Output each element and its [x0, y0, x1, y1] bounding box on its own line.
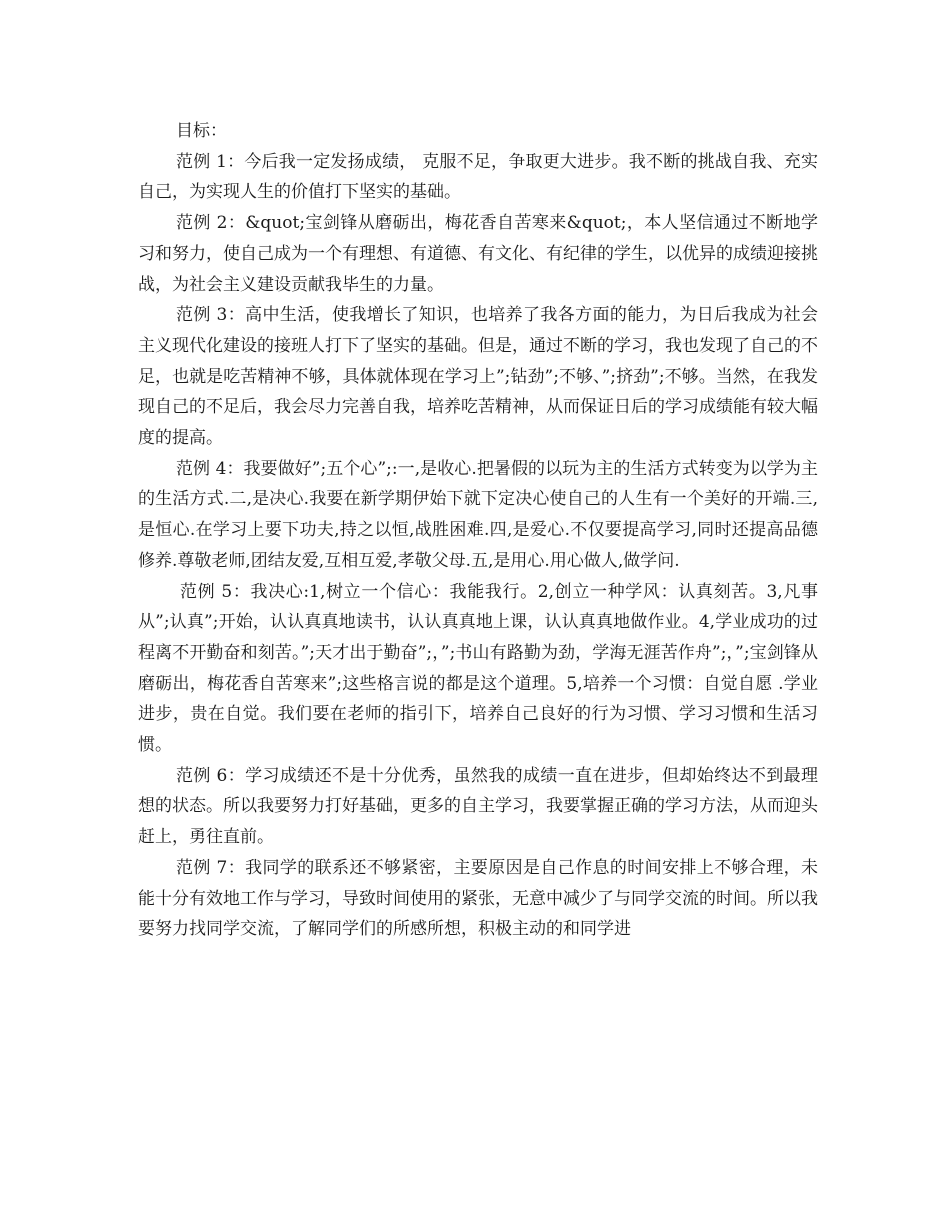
paragraph-example-5: 范例 5：我决心:1,树立一个信心：我能我行。2,创立一种学风：认真刻苦。3,凡事从”;认真”;开始，认认真真地读书，认认真真地上课，认认真真地做作业。4,学业成功的过程离不开勤奋和刻苦。”;天才出于勤奋”;，”;书山有路勤为劲，学海无涯苦作舟”;，”;宝剑锋从磨砺出，梅花香自苦寒来”;这些格言说的都是这个道理。5,培养一个习惯：自觉自愿 .学业进步，贵在自觉。我们要在老师的指引下，培养自己良好的行为习惯、学习习惯和生活习惯。: [138, 581, 818, 756]
section-heading: 目标：: [176, 121, 227, 141]
paragraph-example-3: 范例 3：高中生活，使我增长了知识，也培养了我各方面的能力，为日后我成为社会主义现代化建设的接班人打下了坚实的基础。但是，通过不断的学习，我也发现了自己的不足，也就是吃苦精神不够，具体就体现在学习上”;钻劲”;不够、”;挤劲”;不够。当然，在我发现自己的不足后，我会尽力完善自我，培养吃苦精神，从而保证日后的学习成绩能有较大幅度的提高。: [138, 305, 818, 449]
paragraph-example-6: 范例 6：学习成绩还不是十分优秀，虽然我的成绩一直在进步，但却始终达不到最理想的状态。所以我要努力打好基础，更多的自主学习，我要掌握正确的学习方法，从而迎头赶上，勇往直前。: [138, 765, 818, 848]
document-body: [138, 116, 818, 945]
paragraph-example-1: 范例 1：今后我一定发扬成绩， 克服不足，争取更大进步。我不断的挑战自我、充实自己，为实现人生的价值打下坚实的基础。: [138, 151, 818, 203]
paragraph-example-7: 范例 7：我同学的联系还不够紧密，主要原因是自己作息的时间安排上不够合理，未能十分有效地工作与学习，导致时间使用的紧张，无意中减少了与同学交流的时间。所以我要努力找同学交流，了解同学们的所感所想，积极主动的和同学进: [138, 857, 818, 940]
paragraph-example-2: 范例 2：&quot;宝剑锋从磨砺出，梅花香自苦寒来&quot;，本人坚信通过不断地学习和努力，使自己成为一个有理想、有道德、有文化、有纪律的学生，以优异的成绩迎接挑战，为社会主义建设贡献我毕生的力量。: [138, 213, 818, 295]
paragraph-example-4: 范例 4：我要做好”;五个心”;:一,是收心.把暑假的以玩为主的生活方式转变为以学为主的生活方式.二,是决心.我要在新学期伊始下就下定决心使自己的人生有一个美好的开端.三,是恒心.在学习上要下功夫,持之以恒,战胜困难.四,是爱心.不仅要提高学习,同时还提高品德修养.尊敬老师,团结友爱,互相互爱,孝敬父母.五,是用心.用心做人,做学问.: [138, 458, 818, 571]
